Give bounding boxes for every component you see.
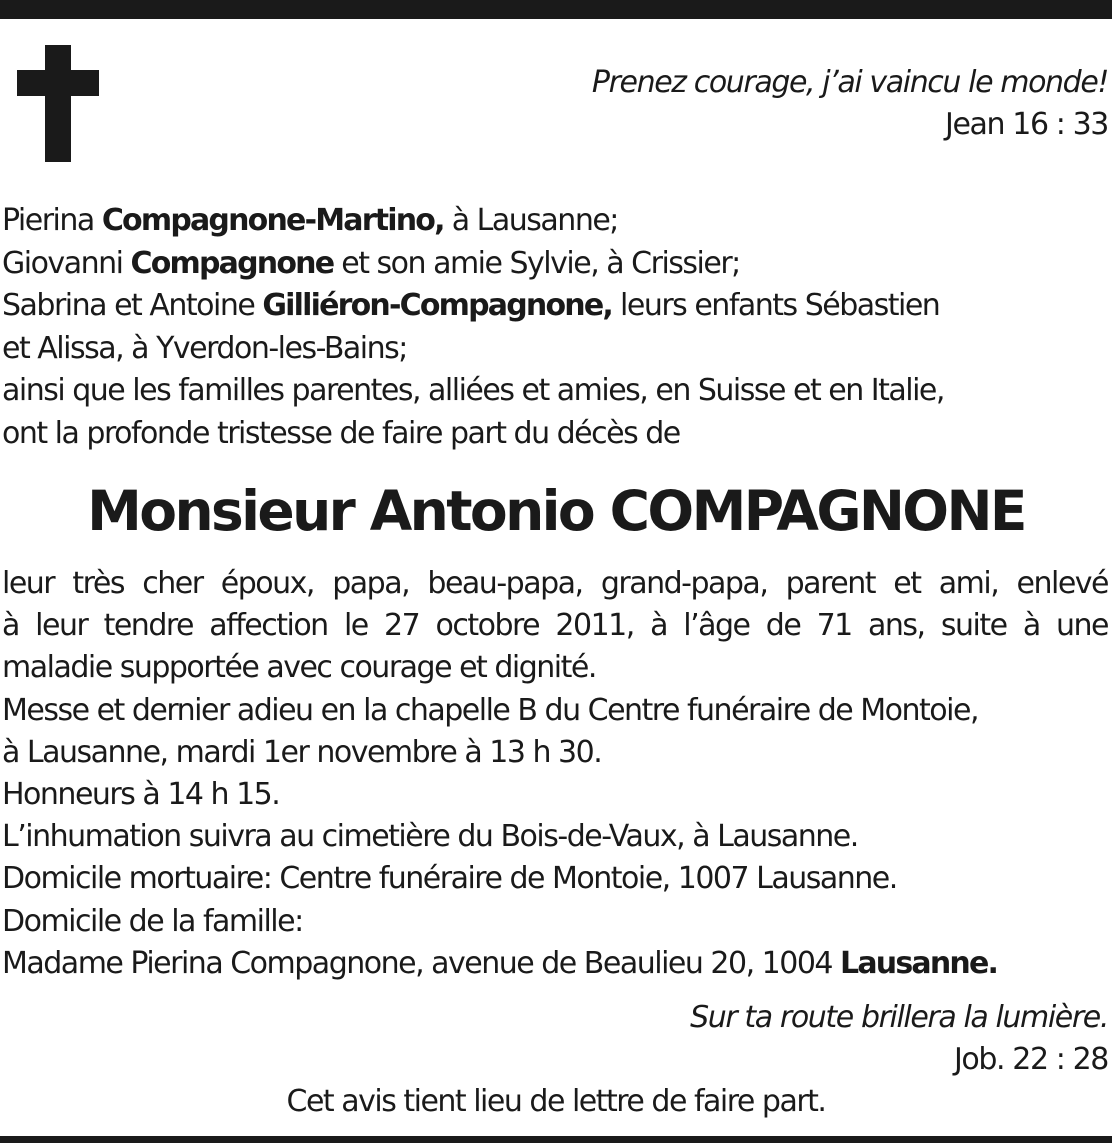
details-line: à Lausanne, mardi 1er novembre à 13 h 30.	[2, 734, 602, 770]
details-line: à leur tendre affection le 27 octobre 2011, à l’âge de 71 ans, suite à une	[2, 608, 1108, 644]
cross-vertical-bar	[45, 45, 71, 162]
address-city: Lausanne.	[840, 945, 998, 981]
bottom-border-rule	[0, 1136, 1112, 1143]
cross-icon	[17, 45, 99, 162]
family-line	[2, 243, 1108, 286]
address-text: Madame Pierina Compagnone, avenue de Beaulieu 20, 1004	[2, 945, 841, 981]
opening-verse	[592, 62, 1108, 146]
details-line: Messe et dernier adieu en la chapelle B du Centre funéraire de Montoie,	[2, 692, 978, 728]
family-surname: Compagnone-Martino,	[101, 203, 444, 238]
family-text: et Alissa, à Yverdon-les-Bains;	[2, 330, 407, 366]
family-surname: Compagnone	[130, 245, 334, 281]
family-line	[2, 413, 1108, 456]
opening-verse-reference: Jean 16 : 33	[945, 107, 1108, 142]
family-text: Giovanni	[2, 245, 131, 281]
family-announcement	[2, 200, 1108, 455]
details-line: Honneurs à 14 h 15.	[2, 777, 280, 813]
closing-verse-quote: Sur ta route brillera la lumière.	[690, 1000, 1108, 1035]
family-address	[2, 943, 1108, 985]
opening-verse-quote: Prenez courage, j’ai vaincu le monde!	[591, 65, 1108, 100]
deceased-name: Monsieur Antonio COMPAGNONE	[87, 479, 1025, 543]
family-line	[2, 285, 1108, 328]
family-text: Sabrina et Antoine	[2, 288, 263, 323]
cross-horizontal-bar	[17, 70, 99, 96]
family-line	[2, 370, 1108, 413]
funeral-details	[2, 563, 1108, 985]
details-line: Domicile de la famille:	[2, 903, 303, 939]
family-line	[2, 200, 1108, 243]
family-text: et son amie Sylvie, à Crissier;	[333, 245, 740, 281]
family-text: ont la profonde tristesse de faire part du décès de	[2, 415, 680, 451]
details-line: L’inhumation suivra au cimetière du Bois-de-Vaux, à Lausanne.	[2, 819, 858, 855]
family-surname: Gilliéron-Compagnone,	[262, 288, 612, 323]
details-line: leur très cher époux, papa, beau-papa, grand-papa, parent et ami, enlevé	[2, 566, 1108, 601]
family-text: ainsi que les familles parentes, alliées et amies, en Suisse et en Italie,	[2, 373, 944, 408]
family-text: Pierina	[2, 203, 102, 238]
details-line: Domicile mortuaire: Centre funéraire de Montoie, 1007 Lausanne.	[2, 861, 897, 897]
family-text: leurs enfants Sébastien	[612, 288, 940, 323]
top-border-rule	[0, 0, 1112, 19]
family-text: à Lausanne;	[443, 203, 618, 238]
closing-note: Cet avis tient lieu de lettre de faire part.	[286, 1084, 826, 1119]
family-line	[2, 328, 1108, 371]
details-line: maladie supportée avec courage et dignité.	[2, 650, 596, 686]
closing-verse	[690, 997, 1108, 1081]
closing-verse-reference: Job. 22 : 28	[953, 1042, 1108, 1077]
